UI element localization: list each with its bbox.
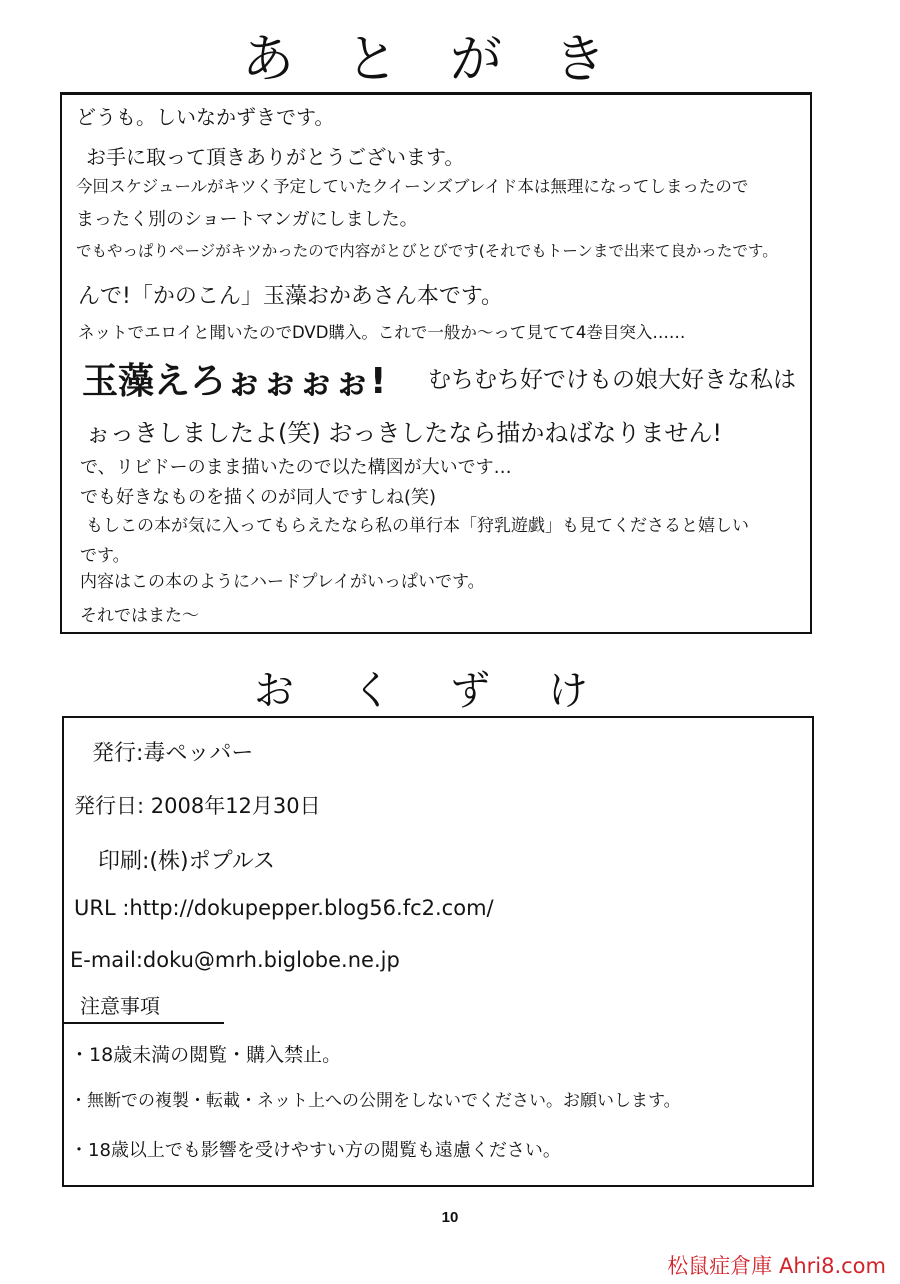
afterword-line: ぉっきしましたよ(笑) おっきしたなら描かねばなりません! <box>86 419 722 447</box>
afterword-line: で、リビドーのまま描いたので以た構図が大いです… <box>80 457 512 478</box>
afterword-line: もしこの本が気に入ってもらえたなら私の単行本「狩乳遊戯」も見てくださると嬉しい <box>86 516 749 536</box>
notice-title: 注意事項 <box>80 994 160 1018</box>
printer-line: 印刷:(株)ポプルス <box>98 849 276 874</box>
email-line: E-mail:doku@mrh.biglobe.ne.jp <box>70 948 400 972</box>
afterword-line: ネットでエロイと聞いたのでDVD購入。これで一般か〜って見てて4巻目突入…… <box>78 323 686 342</box>
notice-divider <box>64 1022 224 1024</box>
afterword-line: どうも。しいなかずきです。 <box>76 105 335 129</box>
colophon-heading: おくずけ <box>254 668 646 714</box>
afterword-box <box>60 92 812 634</box>
notice-item: ・18歳未満の閲覧・購入禁止。 <box>70 1044 342 1066</box>
notice-item: ・18歳以上でも影響を受けやすい方の閲覧も遠慮ください。 <box>70 1140 561 1161</box>
afterword-line: 今回スケジュールがキツく予定していたクイーンズブレイド本は無理になってしまったので <box>76 177 749 196</box>
notice-item: ・無断での複製・転載・ネット上への公開をしないでください。お願いします。 <box>70 1091 681 1111</box>
publish-date-line: 発行日: 2008年12月30日 <box>74 794 321 818</box>
afterword-line: まったく別のショートマンガにしました。 <box>76 209 418 230</box>
afterword-heading: あとがき <box>241 30 658 90</box>
page-number: 10 <box>441 1209 459 1226</box>
afterword-line: です。 <box>80 546 130 566</box>
publisher-line: 発行:毒ペッパー <box>92 741 254 766</box>
watermark: 松鼠症倉庫 Ahri8.com <box>667 1254 886 1278</box>
colophon-box <box>62 716 814 1187</box>
afterword-line: でも好きなものを描くのが同人ですしね(笑) <box>80 487 437 508</box>
afterword-line: むちむち好でけもの娘大好きな私は <box>428 367 796 393</box>
afterword-line: でもやっぱりページがキツかったので内容がとびとびです(それでもトーンまで出来て良かったです。 <box>76 242 778 260</box>
afterword-line: んで!「かのこん」玉藻おかあさん本です。 <box>78 284 504 309</box>
afterword-line: お手に取って頂きありがとうございます。 <box>86 145 465 169</box>
afterword-line: それではまた〜 <box>80 606 199 626</box>
afterword-line: 内容はこの本のようにハードプレイがいっぱいです。 <box>80 572 485 592</box>
afterword-line: 玉藻えろぉぉぉぉ! <box>82 361 387 402</box>
url-line: URL :http://dokupepper.blog56.fc2.com/ <box>74 896 494 920</box>
